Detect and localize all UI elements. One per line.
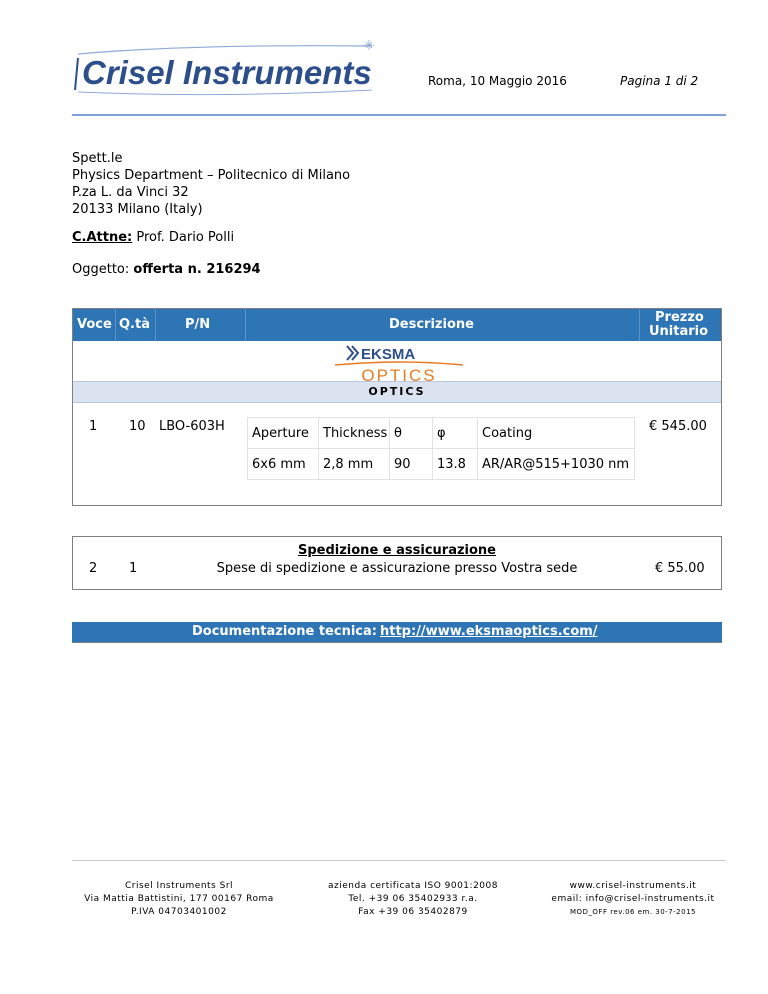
svg-text:EKSMA: EKSMA [361, 346, 416, 363]
address-line: P.za L. da Vinci 32 [72, 185, 189, 200]
spec-value: AR/AR@515+1030 nm [478, 449, 635, 480]
spec-header: Coating [478, 418, 635, 449]
shipping-voce: 2 [89, 561, 98, 576]
spec-header: φ [433, 418, 478, 449]
documentation-link[interactable]: http://www.eksmaoptics.com/ [380, 624, 598, 639]
spec-header: Aperture [248, 418, 319, 449]
brand-row [73, 341, 721, 381]
header-prezzo: Prezzo [655, 310, 704, 325]
documentation-bar [72, 622, 722, 643]
shipping-description: Spese di spedizione e assicurazione presso Vostra sede [216, 561, 578, 576]
header-voce: Voce [77, 317, 112, 332]
page-number: Pagina 1 di 2 [620, 74, 699, 88]
address-line: Physics Department – Politecnico di Milano [72, 168, 351, 183]
recipient-address [72, 150, 350, 218]
attention-value: Prof. Dario Polli [136, 230, 235, 245]
spec-header: θ [390, 418, 433, 449]
attention-line [72, 230, 234, 245]
svg-text:OPTICS: OPTICS [361, 366, 437, 381]
documentation-label: Documentazione tecnica: [192, 624, 377, 639]
spec-value: 13.8 [433, 449, 478, 480]
footer-website[interactable]: www.crisel-instruments.it [569, 881, 697, 891]
footer-line: azienda certificata ISO 9001:2008 [328, 881, 498, 891]
eksma-optics-logo [331, 341, 467, 381]
header-qta: Q.tà [119, 317, 150, 332]
crisel-logo [72, 40, 392, 100]
header-rule [72, 114, 726, 116]
shipping-title: Spedizione e assicurazione [297, 543, 496, 558]
spec-value: 6x6 mm [248, 449, 319, 480]
footer-line: Tel. +39 06 35402933 r.a. [348, 894, 478, 904]
attention-label: C.Attne: [72, 230, 133, 245]
shipping-qta: 1 [129, 561, 138, 576]
footer-line: Via Mattia Battistini, 177 00167 Roma [84, 894, 274, 904]
footer-rule [72, 860, 726, 861]
offer-table-header [73, 309, 721, 341]
address-line: 20133 Milano (Italy) [72, 202, 203, 217]
footer-line: Fax +39 06 35402879 [358, 907, 468, 917]
header-pn: P/N [185, 317, 211, 332]
section-title: OPTICS [368, 385, 426, 398]
spec-table [247, 417, 635, 480]
document-date: Roma, 10 Maggio 2016 [428, 74, 567, 88]
footer-company [84, 880, 274, 919]
item-voce: 1 [89, 419, 98, 434]
footer-email[interactable]: email: info@crisel-instruments.it [551, 894, 715, 904]
spec-header-row [248, 418, 635, 449]
shipping-table [72, 536, 722, 590]
spec-value-row [248, 449, 635, 480]
footer-line: P.IVA 04703401002 [131, 907, 227, 917]
footer-web [538, 880, 728, 919]
footer-contacts [318, 880, 508, 919]
item-price: € 545.00 [649, 419, 707, 434]
shipping-price: € 55.00 [655, 561, 705, 576]
spec-value: 90 [390, 449, 433, 480]
item-pn: LBO-603H [159, 419, 225, 434]
header-unitario: Unitario [649, 324, 709, 339]
header-descrizione: Descrizione [389, 317, 474, 332]
spec-value: 2,8 mm [319, 449, 390, 480]
footer-form-code: MOD_OFF rev.06 em. 30-7-2015 [569, 908, 697, 916]
subject-label: Oggetto: [72, 262, 130, 277]
address-line: Spett.le [72, 151, 123, 166]
subject-line [72, 262, 261, 277]
svg-text:Crisel Instruments: Crisel Instruments [82, 54, 372, 91]
subject-value: offerta n. 216294 [133, 262, 261, 277]
footer-line: Crisel Instruments Srl [124, 881, 234, 891]
section-band [73, 381, 721, 403]
item-qta: 10 [129, 419, 146, 434]
spec-header: Thickness [319, 418, 390, 449]
offer-table [72, 308, 722, 506]
